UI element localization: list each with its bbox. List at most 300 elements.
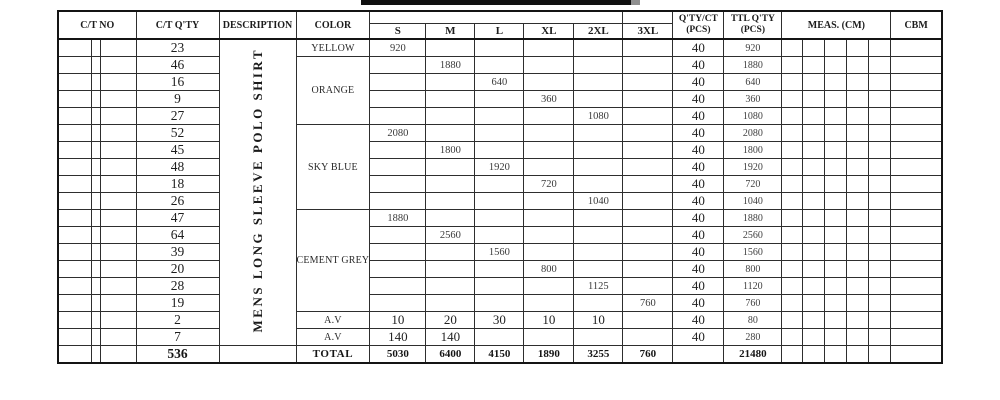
size-cell <box>623 142 673 159</box>
ct-no-cell <box>91 57 100 74</box>
meas-cell <box>847 346 869 364</box>
color-cell: ORANGE <box>296 57 370 125</box>
qty-per-carton-cell: 40 <box>673 261 724 278</box>
size-cell <box>370 244 426 261</box>
size-cell: 360 <box>524 91 574 108</box>
size-cell <box>623 312 673 329</box>
col-header-size-s: S <box>370 23 426 39</box>
cbm-cell <box>891 329 942 346</box>
ct-no-cell <box>91 193 100 210</box>
cbm-cell <box>891 244 942 261</box>
size-cell: 10 <box>370 312 426 329</box>
size-cell <box>623 176 673 193</box>
total-qty-cell: 1120 <box>724 278 782 295</box>
ct-no-cell <box>100 278 136 295</box>
meas-cell <box>803 39 825 57</box>
ct-no-cell <box>100 159 136 176</box>
meas-cell <box>782 193 803 210</box>
meas-cell <box>847 91 869 108</box>
ct-no-cell <box>100 176 136 193</box>
meas-cell <box>782 244 803 261</box>
ct-no-cell <box>91 329 100 346</box>
meas-cell <box>869 210 891 227</box>
meas-cell <box>782 295 803 312</box>
qty-per-carton-cell: 40 <box>673 312 724 329</box>
ct-no-cell <box>100 193 136 210</box>
ct-no-cell <box>91 176 100 193</box>
size-cell: 720 <box>524 176 574 193</box>
cbm-cell <box>891 227 942 244</box>
qty-per-carton-cell: 40 <box>673 125 724 142</box>
size-cell <box>623 261 673 278</box>
size-cell <box>623 329 673 346</box>
qty-per-carton-cell: 40 <box>673 108 724 125</box>
meas-cell <box>869 227 891 244</box>
meas-cell <box>782 57 803 74</box>
total-qty-cell: 640 <box>724 74 782 91</box>
meas-cell <box>825 193 847 210</box>
redacted-bar <box>361 0 631 5</box>
table-body <box>58 39 942 363</box>
meas-cell <box>782 329 803 346</box>
size-cell <box>574 57 623 74</box>
cbm-cell <box>891 193 942 210</box>
meas-cell <box>825 159 847 176</box>
size-cell <box>623 210 673 227</box>
size-cell <box>524 39 574 57</box>
ct-no-cell <box>100 227 136 244</box>
size-cell <box>524 329 574 346</box>
ct-no-cell <box>91 142 100 159</box>
ct-no-cell <box>58 193 91 210</box>
size-cell <box>623 227 673 244</box>
size-cell <box>370 227 426 244</box>
ct-no-cell <box>100 125 136 142</box>
col-header-ct-qty: C/T Q'TY <box>136 11 219 39</box>
size-cell <box>623 57 673 74</box>
size-cell <box>370 91 426 108</box>
meas-cell <box>847 329 869 346</box>
qty-per-carton-cell: 40 <box>673 159 724 176</box>
ct-no-cell <box>58 278 91 295</box>
ct-no-cell <box>91 39 100 57</box>
total-size-cell: 6400 <box>426 346 475 364</box>
size-cell <box>524 57 574 74</box>
total-size-cell: 4150 <box>475 346 524 364</box>
col-header-size-2xl: 2XL <box>574 23 623 39</box>
size-cell <box>524 159 574 176</box>
ct-no-cell <box>100 91 136 108</box>
cbm-cell <box>891 91 942 108</box>
size-cell <box>524 227 574 244</box>
size-cell <box>574 74 623 91</box>
meas-cell <box>803 125 825 142</box>
cbm-cell <box>891 295 942 312</box>
ct-no-cell <box>91 244 100 261</box>
size-cell <box>475 210 524 227</box>
meas-cell <box>782 312 803 329</box>
table-row <box>58 108 942 125</box>
ct-no-cell <box>58 125 91 142</box>
col-header-color: COLOR <box>296 11 370 39</box>
ct-no-cell <box>58 159 91 176</box>
ct-no-cell <box>100 142 136 159</box>
size-cell: 2560 <box>426 227 475 244</box>
meas-cell <box>869 312 891 329</box>
size-group-strip-3xl <box>623 11 673 23</box>
meas-cell <box>803 108 825 125</box>
ct-no-cell <box>100 74 136 91</box>
meas-cell <box>803 176 825 193</box>
ct-no-cell <box>58 142 91 159</box>
ct-no-cell <box>91 227 100 244</box>
total-qty-cell: 80 <box>724 312 782 329</box>
qty-per-carton-cell: 40 <box>673 39 724 57</box>
cbm-cell <box>891 278 942 295</box>
qty-per-carton-cell: 40 <box>673 278 724 295</box>
size-cell: 30 <box>475 312 524 329</box>
size-cell <box>426 91 475 108</box>
total-size-cell: 3255 <box>574 346 623 364</box>
ct-no-cell <box>58 227 91 244</box>
col-header-ct-no: C/T NO <box>58 11 136 39</box>
table-row <box>58 39 942 57</box>
total-qty-cell: 1800 <box>724 142 782 159</box>
size-cell <box>574 176 623 193</box>
size-cell: 920 <box>370 39 426 57</box>
size-cell <box>574 125 623 142</box>
ct-no-cell <box>58 261 91 278</box>
meas-cell <box>825 176 847 193</box>
qty-per-carton-cell: 40 <box>673 210 724 227</box>
size-cell <box>524 210 574 227</box>
meas-cell <box>847 227 869 244</box>
meas-cell <box>869 346 891 364</box>
cbm-cell <box>891 210 942 227</box>
total-qty-cell: 2560 <box>724 227 782 244</box>
total-qty-cell: 760 <box>724 295 782 312</box>
size-cell <box>574 39 623 57</box>
total-qty-cell: 920 <box>724 39 782 57</box>
ct-no-cell <box>58 39 91 57</box>
ct-no-cell <box>91 91 100 108</box>
size-cell <box>426 261 475 278</box>
meas-cell <box>847 261 869 278</box>
size-cell <box>475 278 524 295</box>
size-cell: 1880 <box>370 210 426 227</box>
size-cell <box>623 108 673 125</box>
size-cell: 800 <box>524 261 574 278</box>
ct-qty-cell: 20 <box>136 261 219 278</box>
meas-cell <box>825 108 847 125</box>
size-cell <box>426 295 475 312</box>
grand-total-cell: 21480 <box>724 346 782 364</box>
ct-qty-cell: 47 <box>136 210 219 227</box>
meas-cell <box>803 295 825 312</box>
meas-cell <box>803 346 825 364</box>
size-cell <box>574 91 623 108</box>
qty-per-carton-cell: 40 <box>673 295 724 312</box>
meas-cell <box>869 261 891 278</box>
cbm-cell <box>891 125 942 142</box>
meas-cell <box>869 91 891 108</box>
qty-per-carton-cell: 40 <box>673 74 724 91</box>
ct-no-cell <box>100 210 136 227</box>
meas-cell <box>869 159 891 176</box>
redacted-bar-tail <box>631 0 640 5</box>
meas-cell <box>825 74 847 91</box>
description-cell <box>219 39 296 346</box>
meas-cell <box>825 57 847 74</box>
ct-no-cell <box>58 91 91 108</box>
size-cell <box>623 125 673 142</box>
table-header <box>58 11 942 39</box>
meas-cell <box>803 261 825 278</box>
meas-cell <box>825 329 847 346</box>
size-cell <box>426 125 475 142</box>
size-cell <box>370 278 426 295</box>
meas-cell <box>782 227 803 244</box>
meas-cell <box>782 210 803 227</box>
size-cell <box>623 193 673 210</box>
size-cell <box>370 159 426 176</box>
col-header-cbm: CBM <box>891 11 942 39</box>
qty-per-carton-cell <box>673 346 724 364</box>
qty-per-carton-cell: 40 <box>673 227 724 244</box>
size-cell <box>574 295 623 312</box>
meas-cell <box>869 108 891 125</box>
size-cell <box>426 159 475 176</box>
total-qty-cell: 1920 <box>724 159 782 176</box>
size-cell: 140 <box>370 329 426 346</box>
ct-no-cell <box>91 346 100 364</box>
size-cell <box>524 125 574 142</box>
size-cell <box>475 108 524 125</box>
ct-no-cell <box>58 57 91 74</box>
qty-per-carton-cell: 40 <box>673 57 724 74</box>
ct-no-cell <box>91 210 100 227</box>
table-row <box>58 159 942 176</box>
ct-qty-cell: 52 <box>136 125 219 142</box>
cbm-cell <box>891 261 942 278</box>
meas-cell <box>782 142 803 159</box>
meas-cell <box>847 125 869 142</box>
meas-cell <box>803 57 825 74</box>
meas-cell <box>869 329 891 346</box>
size-cell <box>370 142 426 159</box>
size-cell <box>370 57 426 74</box>
total-size-cell: 5030 <box>370 346 426 364</box>
ct-no-cell <box>100 346 136 364</box>
size-cell: 1880 <box>426 57 475 74</box>
table-row <box>58 278 942 295</box>
meas-cell <box>847 244 869 261</box>
meas-cell <box>803 74 825 91</box>
size-cell: 1800 <box>426 142 475 159</box>
ct-no-cell <box>100 244 136 261</box>
cbm-cell <box>891 142 942 159</box>
meas-cell <box>825 312 847 329</box>
size-cell: 140 <box>426 329 475 346</box>
size-cell <box>426 193 475 210</box>
ct-qty-cell: 2 <box>136 312 219 329</box>
ct-no-cell <box>58 210 91 227</box>
size-cell <box>623 278 673 295</box>
total-qty-cell: 800 <box>724 261 782 278</box>
total-size-cell: 1890 <box>524 346 574 364</box>
ct-no-cell <box>58 329 91 346</box>
total-qty-cell: 1080 <box>724 108 782 125</box>
color-cell: SKY BLUE <box>296 125 370 210</box>
meas-cell <box>869 142 891 159</box>
total-qty-cell: 1040 <box>724 193 782 210</box>
size-cell <box>524 278 574 295</box>
size-cell <box>426 278 475 295</box>
meas-cell <box>782 108 803 125</box>
ct-no-cell <box>100 329 136 346</box>
meas-cell <box>782 176 803 193</box>
qty-per-carton-cell: 40 <box>673 193 724 210</box>
col-header-ttl-qty: TTL Q'TY (PCS) <box>724 11 782 39</box>
size-cell <box>574 210 623 227</box>
size-cell <box>426 176 475 193</box>
total-qty-cell: 1880 <box>724 57 782 74</box>
size-cell: 1560 <box>475 244 524 261</box>
ct-no-cell <box>91 125 100 142</box>
meas-cell <box>782 125 803 142</box>
size-cell <box>475 261 524 278</box>
size-cell <box>524 142 574 159</box>
size-cell <box>426 39 475 57</box>
ct-no-cell <box>91 278 100 295</box>
ct-qty-cell: 64 <box>136 227 219 244</box>
meas-cell <box>869 125 891 142</box>
ct-qty-cell: 7 <box>136 329 219 346</box>
cbm-cell <box>891 39 942 57</box>
meas-cell <box>847 295 869 312</box>
meas-cell <box>825 142 847 159</box>
size-cell: 20 <box>426 312 475 329</box>
size-cell <box>426 108 475 125</box>
meas-cell <box>803 91 825 108</box>
meas-cell <box>869 57 891 74</box>
size-cell: 2080 <box>370 125 426 142</box>
meas-cell <box>782 91 803 108</box>
size-cell <box>370 74 426 91</box>
table-row <box>58 176 942 193</box>
size-cell <box>524 108 574 125</box>
ct-no-cell <box>91 108 100 125</box>
table-row <box>58 295 942 312</box>
description-text: MENS LONG SLEEVE POLO SHIRT <box>250 47 265 333</box>
color-cell: A.V <box>296 329 370 346</box>
meas-cell <box>847 39 869 57</box>
meas-cell <box>847 176 869 193</box>
meas-cell <box>803 244 825 261</box>
size-cell <box>574 244 623 261</box>
meas-cell <box>847 142 869 159</box>
ct-qty-cell: 27 <box>136 108 219 125</box>
table-row <box>58 227 942 244</box>
qty-per-carton-cell: 40 <box>673 176 724 193</box>
total-qty-cell: 360 <box>724 91 782 108</box>
ct-qty-cell: 23 <box>136 39 219 57</box>
meas-cell <box>847 57 869 74</box>
ct-qty-cell: 26 <box>136 193 219 210</box>
ct-no-cell <box>58 244 91 261</box>
ct-no-cell <box>58 74 91 91</box>
meas-cell <box>782 278 803 295</box>
ct-qty-cell: 46 <box>136 57 219 74</box>
ct-qty-cell: 45 <box>136 142 219 159</box>
meas-cell <box>803 159 825 176</box>
total-row <box>58 346 942 364</box>
table-row <box>58 142 942 159</box>
col-header-description: DESCRIPTION <box>219 11 296 39</box>
meas-cell <box>869 244 891 261</box>
size-group-strip <box>370 11 623 23</box>
cbm-cell <box>891 346 942 364</box>
meas-cell <box>825 39 847 57</box>
table-row <box>58 193 942 210</box>
cbm-cell <box>891 74 942 91</box>
size-cell <box>574 159 623 176</box>
meas-cell <box>825 261 847 278</box>
cbm-cell <box>891 176 942 193</box>
size-cell <box>370 108 426 125</box>
meas-cell <box>803 329 825 346</box>
size-cell <box>623 91 673 108</box>
size-cell <box>475 91 524 108</box>
size-cell <box>475 125 524 142</box>
meas-cell <box>825 244 847 261</box>
qty-per-carton-cell: 40 <box>673 329 724 346</box>
meas-cell <box>803 142 825 159</box>
meas-cell <box>825 295 847 312</box>
meas-cell <box>782 39 803 57</box>
meas-cell <box>782 346 803 364</box>
meas-cell <box>803 278 825 295</box>
size-cell <box>370 193 426 210</box>
size-cell: 760 <box>623 295 673 312</box>
size-cell <box>370 176 426 193</box>
ct-no-cell <box>100 312 136 329</box>
description-cell <box>219 346 296 364</box>
meas-cell <box>825 278 847 295</box>
size-cell <box>475 176 524 193</box>
ct-no-cell <box>100 108 136 125</box>
meas-cell <box>803 227 825 244</box>
meas-cell <box>869 278 891 295</box>
meas-cell <box>869 74 891 91</box>
ct-no-cell <box>100 261 136 278</box>
meas-cell <box>803 193 825 210</box>
qty-per-carton-cell: 40 <box>673 91 724 108</box>
meas-cell <box>847 193 869 210</box>
ct-qty-cell: 19 <box>136 295 219 312</box>
col-header-meas: MEAS. (CM) <box>782 11 891 39</box>
meas-cell <box>803 210 825 227</box>
col-header-qty-per-carton: Q'TY/CT (PCS) <box>673 11 724 39</box>
ct-qty-cell: 18 <box>136 176 219 193</box>
ct-no-cell <box>100 57 136 74</box>
size-cell: 1920 <box>475 159 524 176</box>
table-row <box>58 210 942 227</box>
meas-cell <box>847 210 869 227</box>
meas-cell <box>782 261 803 278</box>
size-cell <box>623 244 673 261</box>
cbm-cell <box>891 159 942 176</box>
